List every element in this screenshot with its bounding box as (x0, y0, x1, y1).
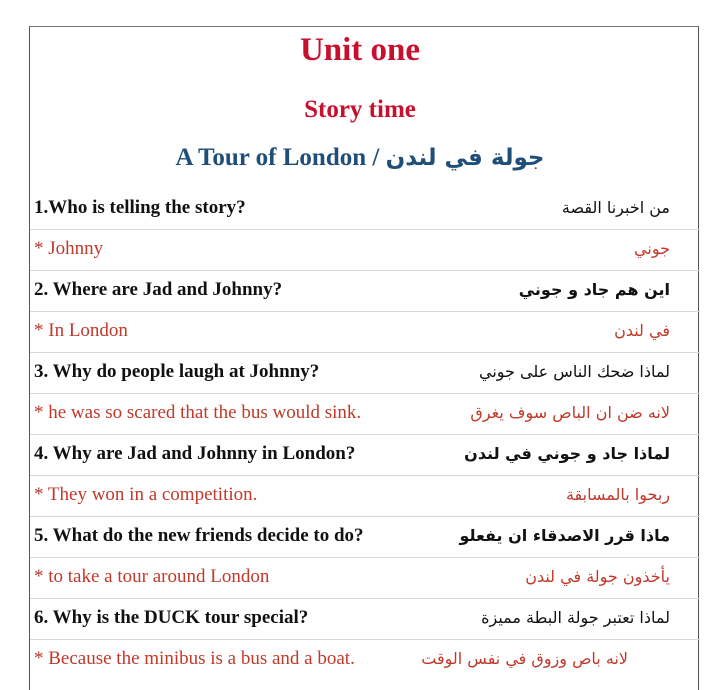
answer-english: * Because the minibus is a bus and a boat. (34, 648, 355, 669)
story-heading (0, 144, 720, 172)
question-english: 2. Where are Jad and Johnny? (34, 279, 283, 300)
answer-english: * They won in a competition. (34, 484, 258, 505)
question-row (30, 353, 700, 394)
answer-english: * to take a tour around London (34, 566, 270, 587)
question-row (30, 271, 700, 312)
question-row (30, 189, 700, 230)
question-arabic: لماذا جاد و جوني في لندن (464, 444, 670, 463)
question-arabic: ماذا قرر الاصدقاء ان يفعلو (459, 526, 670, 545)
story-heading-arabic: جولة في لندن (385, 145, 545, 171)
question-english: 4. Why are Jad and Johnny in London? (34, 443, 356, 464)
answer-arabic: ربحوا بالمسابقة (565, 485, 670, 504)
answer-row (30, 640, 700, 681)
question-english: 1.Who is telling the story? (34, 197, 246, 218)
answer-arabic: يأخذون جولة في لندن (525, 567, 670, 586)
answer-row (30, 476, 700, 517)
answer-row (30, 558, 700, 599)
question-arabic: لماذا تعتبر جولة البطة مميزة (481, 608, 670, 627)
answer-english: * Johnny (34, 238, 104, 259)
section-subtitle: Story time (304, 96, 416, 123)
story-heading-english: A Tour of London / (175, 144, 380, 171)
answer-arabic: لانه باص وزوق في نفس الوقت (421, 649, 628, 668)
question-english: 6. Why is the DUCK tour special? (34, 607, 309, 628)
answer-english: * In London (34, 320, 128, 341)
answer-arabic: لانه ضن ان الباص سوف يغرق (470, 403, 670, 422)
question-english: 5. What do the new friends decide to do? (34, 525, 364, 546)
question-arabic: اين هم جاد و جوني (518, 280, 670, 299)
question-row (30, 435, 700, 476)
question-arabic: من اخبرنا القصة (561, 198, 670, 217)
answer-row (30, 312, 700, 353)
question-english: 3. Why do people laugh at Johnny? (34, 361, 320, 382)
answer-row (30, 230, 700, 271)
unit-title: Unit one (299, 32, 421, 68)
answer-row (30, 394, 700, 435)
question-row (30, 517, 700, 558)
question-arabic: لماذا ضحك الناس على جوني (479, 362, 670, 381)
question-row (30, 599, 700, 640)
answer-arabic: في لندن (614, 321, 670, 340)
answer-english: * he was so scared that the bus would sink. (34, 402, 362, 423)
answer-arabic: جوني (634, 239, 670, 258)
